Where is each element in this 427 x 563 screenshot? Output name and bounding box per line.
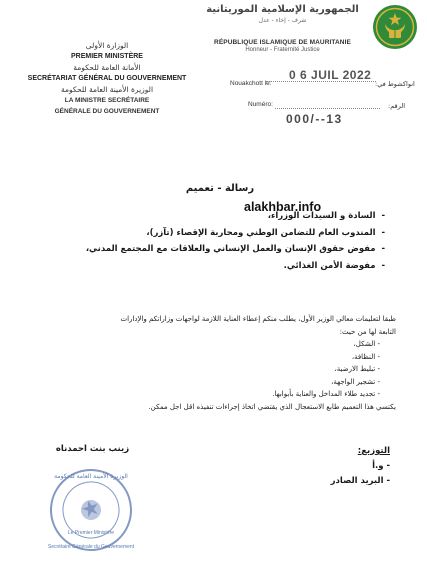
place-label-ar: انواكشوط في: bbox=[375, 80, 415, 88]
signatory-name: زينب بنت احمدناه bbox=[55, 444, 130, 454]
body-list-item: - الشكل، bbox=[353, 340, 380, 348]
recipient-item: - مفوض حقوق الإنسان والعمل الإنساني والعلاقات مع المجتمع المدني، bbox=[85, 244, 385, 254]
republic-header bbox=[195, 4, 370, 53]
body-list-item: - تبليط الارضية، bbox=[334, 365, 380, 373]
watermark: alakhbar.info bbox=[244, 200, 322, 214]
closing-line: يكتسي هذا التعميم طابع الاستعجال الذي يقتضي اتخاذ إجراءات تنفيذه اقل اجل ممكن. bbox=[148, 402, 396, 411]
intro-line: التابعة لها من حيث: bbox=[339, 327, 396, 336]
recipient-item: - السادة و السيدات الوزراء، bbox=[267, 211, 385, 221]
date-stamp: 0 6 JUIL 2022 bbox=[289, 68, 372, 82]
recipient-item: - المندوب العام للتضامن الوطني ومحاربة الإقصاء (تآزر)، bbox=[146, 227, 385, 238]
official-stamp-icon bbox=[32, 462, 150, 558]
minister-line-fr-2: GÉNÉRALE DU GOUVERNEMENT bbox=[54, 108, 160, 115]
motto-fr: Honneur - Fraternité Justice bbox=[245, 47, 320, 53]
body-list-item: - تشجير الواجهة، bbox=[331, 377, 380, 386]
place-label-fr: Nouakchott le: bbox=[230, 80, 272, 87]
distribution-item: - البريد الصادر bbox=[330, 476, 390, 486]
distribution-item: - و.أ bbox=[372, 461, 390, 471]
republic-name-fr: RÉPUBLIQUE ISLAMIQUE DE MAURITANIE bbox=[214, 39, 351, 46]
intro-line: طبقا لتعليمات معالي الوزير الأول، يطلب منكم إعطاء العناية اللازمة لواجهات وزاراتكم والإدارات bbox=[120, 315, 396, 323]
reference-number: 000/--13 bbox=[286, 112, 343, 126]
recipients-list bbox=[50, 208, 385, 274]
body-list-item: - تجديد طلاء المداخل والعناية بأبوابها. bbox=[272, 390, 380, 398]
secretariat-line-ar: الأمانة العامة للحكومة bbox=[73, 63, 141, 72]
date-dotted-line bbox=[266, 81, 376, 82]
number-label-fr: Numéro: bbox=[248, 101, 273, 108]
ministry-line-ar: الوزارة الأولى bbox=[85, 41, 129, 50]
republic-name-ar: الجمهورية الإسلامية الموريتانية bbox=[206, 4, 359, 15]
body-list-item: - النظافة، bbox=[351, 352, 380, 361]
motto-ar: شرف - إخاء - عدل bbox=[258, 17, 307, 24]
document-title: رسالة - تعميم bbox=[185, 183, 255, 194]
ministry-line-fr: PREMIER MINISTÈRE bbox=[71, 53, 143, 60]
minister-line-ar: الوزيرة الأمينة العامة للحكومة bbox=[60, 85, 154, 94]
svg-text:Le Premier Ministère: Le Premier Ministère bbox=[67, 530, 115, 536]
number-label-ar: الرقم: bbox=[388, 102, 405, 110]
distribution-title: التوزيع: bbox=[357, 446, 390, 456]
recipient-item: - مفوضة الأمن الغذائي. bbox=[283, 260, 385, 271]
national-seal-icon bbox=[372, 4, 418, 50]
letter-body bbox=[18, 313, 396, 413]
svg-text:الوزيرة الأمينة العامة للحكومة: الوزيرة الأمينة العامة للحكومة bbox=[54, 473, 128, 480]
minister-line-fr-1: LA MINISTRE SECRÉTAIRE bbox=[64, 97, 150, 104]
number-dotted-line bbox=[275, 108, 380, 109]
secretariat-line-fr: SECRÉTARIAT GÉNÉRAL DU GOUVERNEMENT bbox=[27, 75, 187, 82]
ministry-block bbox=[22, 40, 192, 117]
distribution-block bbox=[270, 444, 390, 489]
svg-text:Secrétaire Générale du Gouvern: Secrétaire Générale du Gouvernement bbox=[47, 544, 135, 550]
